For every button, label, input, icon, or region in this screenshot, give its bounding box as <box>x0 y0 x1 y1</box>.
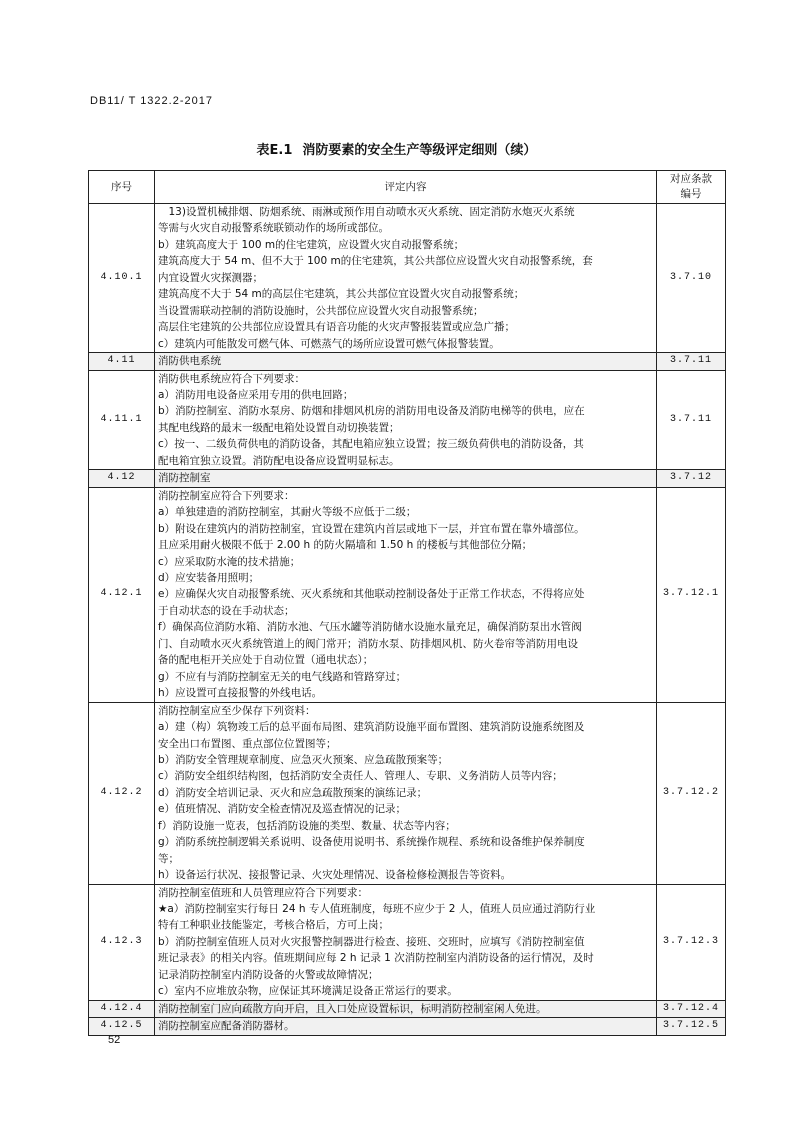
row-number: 4.12.3 <box>89 884 155 1000</box>
content-line: ★a）消防控制室实行每日 24 h 专人值班制度，每班不应少于 2 人，值班人员应通过消防行业 <box>158 903 596 916</box>
content-line: f）消防设施一览表，包括消防设施的类型、数量、状态等内容； <box>158 819 456 832</box>
row-content <box>155 204 657 353</box>
content-line: 消防控制室 <box>158 472 211 485</box>
content-line: c）室内不应堆放杂物，应保证其环境满足设备正常运行的要求。 <box>158 985 458 998</box>
content-line: 消防控制室值班和人员管理应符合下列要求： <box>158 886 368 899</box>
table-row <box>89 353 726 370</box>
content-line: 消防控制室应符合下列要求： <box>158 489 295 502</box>
table-row <box>89 470 726 487</box>
evaluation-table <box>88 170 726 1036</box>
row-number: 4.10.1 <box>89 204 155 353</box>
content-line: g）消防系统控制逻辑关系说明、设备使用说明书、系统操作规程、系统和设备维护保养制度 <box>158 836 585 849</box>
content-line: 等需与火灾自动报警系统联锁动作的场所或部位。 <box>158 222 389 235</box>
content-line: e）应确保火灾自动报警系统、灭火系统和其他联动控制设备处于正常工作状态，不得将应处 <box>158 588 585 601</box>
row-number: 4.12 <box>89 470 155 487</box>
row-content <box>155 1018 657 1035</box>
content-line: 建筑高度不大于 54 m的高层住宅建筑，其公共部位宜设置火灾自动报警系统； <box>158 288 525 301</box>
content-line: h）设备运行状况、接报警记录、火灾处理情况、设备检修检测报告等资料。 <box>158 869 512 882</box>
content-line: 特有工种职业技能鉴定，考核合格后，方可上岗； <box>158 919 389 932</box>
table-row <box>89 487 726 702</box>
table-row <box>89 204 726 353</box>
content-line: 高层住宅建筑的公共部位应设置具有语音功能的火灾声警报装置或应急广播； <box>158 321 515 334</box>
row-reference: 3.7.12 <box>657 470 726 487</box>
content-line: b）建筑高度大于 100 m的住宅建筑，应设置火灾自动报警系统； <box>158 238 465 251</box>
content-line: 安全出口布置图、重点部位位置图等； <box>158 737 337 750</box>
table-row <box>89 1018 726 1035</box>
row-reference: 3.7.12.5 <box>657 1018 726 1035</box>
row-reference: 3.7.11 <box>657 353 726 370</box>
content-line: d）消防安全培训记录、灭火和应急疏散预案的演练记录； <box>158 786 428 799</box>
row-reference: 3.7.12.2 <box>657 702 726 884</box>
page-number: 52 <box>108 1034 121 1046</box>
content-line: 当设置需联动控制的消防设施时，公共部位应设置火灾自动报警系统； <box>158 304 484 317</box>
content-line: a）单独建造的消防控制室，其耐火等级不应低于二级； <box>158 506 417 519</box>
content-line: 消防控制室门应向疏散方向开启，且入口处应设置标识，标明消防控制室闲人免进。 <box>158 1002 547 1015</box>
column-header-ref <box>657 171 726 204</box>
content-line: c）消防安全组织结构图，包括消防安全责任人、管理人、专职、义务消防人员等内容； <box>158 770 563 783</box>
column-header-ref-text: 对应条款编号 <box>670 173 712 200</box>
table-title-text: 消防要素的安全生产等级评定细则（续） <box>302 143 537 158</box>
row-content <box>155 353 657 370</box>
content-line: 配电箱宜独立设置。消防配电设备应设置明显标志。 <box>158 454 400 467</box>
table-title <box>0 139 793 158</box>
row-number: 4.12.1 <box>89 487 155 702</box>
row-content <box>155 370 657 470</box>
row-number: 4.11 <box>89 353 155 370</box>
content-line: 班记录表》的相关内容。值班期间应每 2 h 记录 1 次消防控制室内消防设备的运行情况，及时 <box>158 952 594 965</box>
content-line: 消防供电系统 <box>158 355 221 368</box>
row-number: 4.12.4 <box>89 1000 155 1017</box>
row-content <box>155 470 657 487</box>
content-line: 消防供电系统应符合下列要求： <box>158 372 305 385</box>
column-header-content: 评定内容 <box>155 171 657 204</box>
content-line: 消防控制室应配备消防器材。 <box>158 1020 295 1033</box>
content-line: b）附设在建筑内的消防控制室，宜设置在建筑内首层或地下一层，并宜布置在靠外墙部位。 <box>158 522 585 535</box>
content-line: 建筑高度大于 54 m、但不大于 100 m的住宅建筑，其公共部位应设置火灾自动报警系统，套 <box>158 255 593 268</box>
content-line: 等； <box>158 852 179 865</box>
document-code-header: DB11/ T 1322.2-2017 <box>90 95 213 107</box>
row-reference: 3.7.12.4 <box>657 1000 726 1017</box>
content-line: 其配电线路的最末一级配电箱处设置自动切换装置； <box>158 421 400 434</box>
content-line: a）消防用电设备应采用专用的供电回路； <box>158 388 354 401</box>
row-content <box>155 702 657 884</box>
column-header-number: 序号 <box>89 171 155 204</box>
content-line: c）建筑内可能散发可燃气体、可燃蒸气的场所应设置可燃气体报警装置。 <box>158 337 500 350</box>
content-line: d）应安装备用照明； <box>158 571 260 584</box>
content-line: c）按一、二级负荷供电的消防设备，其配电箱应独立设置；按三级负荷供电的消防设备，其 <box>158 438 584 451</box>
content-line: b）消防控制室、消防水泵房、防烟和排烟风机房的消防用电设备及消防电梯等的供电，应在 <box>158 405 585 418</box>
content-line: b）消防控制室值班人员对火灾报警控制器进行检查、接班、交班时，应填写《消防控制室值 <box>158 935 585 948</box>
row-number: 4.11.1 <box>89 370 155 470</box>
table-row <box>89 370 726 470</box>
table-body <box>89 204 726 1036</box>
row-number: 4.12.5 <box>89 1018 155 1035</box>
table-header-row <box>89 171 726 204</box>
content-line: 记录消防控制室内消防设备的火警或故障情况； <box>158 968 379 981</box>
row-reference: 3.7.12.3 <box>657 884 726 1000</box>
content-line: h）应设置可直接报警的外线电话。 <box>158 687 323 700</box>
content-line: b）消防安全管理规章制度、应急灭火预案、应急疏散预案等； <box>158 753 449 766</box>
content-line: g）不应有与消防控制室无关的电气线路和管路穿过； <box>158 670 407 683</box>
row-content <box>155 1000 657 1017</box>
content-line: 13)设置机械排烟、防烟系统、雨淋或预作用自动喷水灭火系统、固定消防水炮灭火系统 <box>158 206 575 218</box>
table-row <box>89 884 726 1000</box>
content-line: 于自动状态的设在手动状态； <box>158 604 295 617</box>
content-line: 门、自动喷水灭火系统管道上的阀门常开；消防水泵、防排烟风机、防火卷帘等消防用电设 <box>158 637 578 650</box>
row-reference: 3.7.12.1 <box>657 487 726 702</box>
content-line: f）确保高位消防水箱、消防水池、气压水罐等消防储水设施水量充足，确保消防泵出水管阀 <box>158 621 582 634</box>
table-title-prefix: 表E.1 <box>256 143 293 158</box>
row-number: 4.12.2 <box>89 702 155 884</box>
row-reference: 3.7.10 <box>657 204 726 353</box>
content-line: 备的配电柜开关应处于自动位置（通电状态）； <box>158 654 374 667</box>
content-line: e）值班情况、消防安全检查情况及巡查情况的记录； <box>158 803 406 816</box>
content-line: c）应采取防水淹的技术措施； <box>158 555 301 568</box>
content-line: 消防控制室应至少保存下列资料： <box>158 704 316 717</box>
row-content <box>155 487 657 702</box>
row-content <box>155 884 657 1000</box>
content-line: 内宜设置火灾探测器； <box>158 271 263 284</box>
table-row <box>89 702 726 884</box>
row-reference: 3.7.11 <box>657 370 726 470</box>
content-line: 且应采用耐火极限不低于 2.00 h 的防火隔墙和 1.50 h 的楼板与其他部位分隔； <box>158 539 533 552</box>
table-row <box>89 1000 726 1017</box>
content-line: a）建（构）筑物竣工后的总平面布局图、建筑消防设施平面布置图、建筑消防设施系统图及 <box>158 721 585 734</box>
